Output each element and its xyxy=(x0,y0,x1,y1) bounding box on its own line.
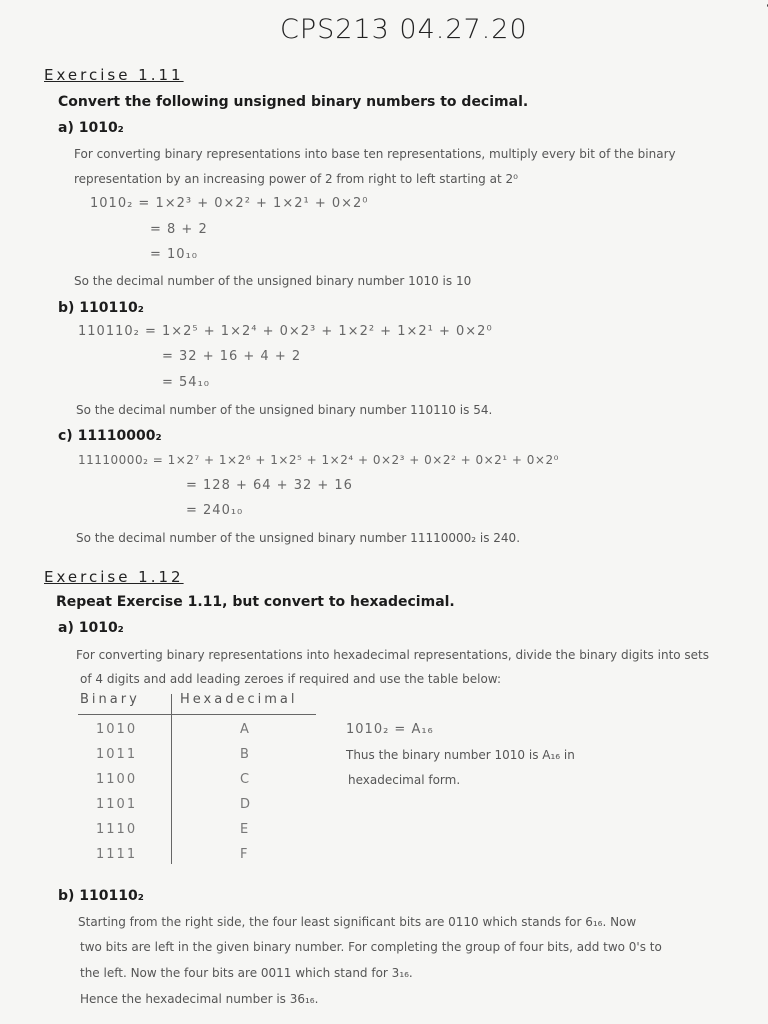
part-b-work-line2: = 32 + 16 + 4 + 2 xyxy=(162,349,302,364)
part-a-description-line1: For converting binary representations into base ten representations, multiply every bit of the binary xyxy=(74,147,676,161)
part-c-conclusion: So the decimal number of the unsigned binary number 11110000₂ is 240. xyxy=(76,531,521,545)
table-row-binary: 1100 xyxy=(96,772,138,787)
hex-part-b-label: b) 110110₂ xyxy=(58,888,144,904)
table-header-binary: Binary xyxy=(80,692,140,707)
table-row-binary: 1110 xyxy=(96,822,138,837)
exercise-1-11-prompt: Convert the following unsigned binary numbers to decimal. xyxy=(58,94,529,110)
part-a-work-line1: 1010₂ = 1×2³ + 0×2² + 1×2¹ + 0×2⁰ xyxy=(90,196,369,211)
hex-part-b-line4: Hence the hexadecimal number is 36₁₆. xyxy=(80,992,319,1006)
part-b-conclusion: So the decimal number of the unsigned binary number 110110 is 54. xyxy=(76,403,493,417)
table-header-hexadecimal: Hexadecimal xyxy=(180,692,298,707)
table-row-binary: 1101 xyxy=(96,797,138,812)
part-c-work-line2: = 128 + 64 + 32 + 16 xyxy=(186,478,353,493)
part-c-work-line3: = 240₁₀ xyxy=(186,503,244,518)
exercise-1-12-heading: Exercise 1.12 xyxy=(44,568,184,586)
hex-part-a-conclusion-line1: Thus the binary number 1010 is A₁₆ in xyxy=(346,748,575,762)
table-row-binary: 1111 xyxy=(96,847,138,862)
table-header-rule xyxy=(78,714,316,715)
page-title: CPS213 04.27.20 xyxy=(280,14,528,45)
table-row-hex: F xyxy=(240,847,250,862)
part-b-label: b) 110110₂ xyxy=(58,300,144,316)
part-b-work-line1: 110110₂ = 1×2⁵ + 1×2⁴ + 0×2³ + 1×2² + 1×2¹ + 0×2⁰ xyxy=(78,324,493,339)
hex-part-a-conclusion-line2: hexadecimal form. xyxy=(348,773,461,787)
table-row-binary: 1010 xyxy=(96,722,138,737)
part-a-work-line3: = 10₁₀ xyxy=(150,247,198,262)
part-a-description-line2: representation by an increasing power of 2 from right to left starting at 2⁰ xyxy=(74,172,518,186)
table-row-hex: C xyxy=(240,772,252,787)
part-a-label: a) 1010₂ xyxy=(58,120,124,136)
hex-part-b-line3: the left. Now the four bits are 0011 which stand for 3₁₆. xyxy=(80,966,413,980)
table-row-hex: E xyxy=(240,822,251,837)
hex-part-a-description-line1: For converting binary representations into hexadecimal representations, divide the binary digits into sets xyxy=(76,648,710,662)
table-row-hex: A xyxy=(240,722,251,737)
part-b-work-line3: = 54₁₀ xyxy=(162,375,210,390)
part-c-label: c) 11110000₂ xyxy=(58,428,162,444)
binary-hex-table xyxy=(78,692,328,872)
table-row-binary: 1011 xyxy=(96,747,138,762)
table-row-hex: B xyxy=(240,747,251,762)
hex-part-a-label: a) 1010₂ xyxy=(58,620,124,636)
hex-part-a-result: 1010₂ = A₁₆ xyxy=(346,722,434,737)
part-a-conclusion: So the decimal number of the unsigned binary number 1010 is 10 xyxy=(74,274,472,288)
hex-part-a-description-line2: of 4 digits and add leading zeroes if required and use the table below: xyxy=(80,672,502,686)
exercise-1-12-prompt: Repeat Exercise 1.11, but convert to hexadecimal. xyxy=(56,594,455,610)
table-row-hex: D xyxy=(240,797,253,812)
part-c-work-line1: 11110000₂ = 1×2⁷ + 1×2⁶ + 1×2⁵ + 1×2⁴ + 0×2³ + 0×2² + 0×2¹ + 0×2⁰ xyxy=(78,453,559,467)
table-column-rule xyxy=(171,694,172,864)
part-a-work-line2: = 8 + 2 xyxy=(150,222,208,237)
exercise-1-11-heading: Exercise 1.11 xyxy=(44,66,184,84)
hex-part-b-line1: Starting from the right side, the four least significant bits are 0110 which stands for 6₁₆. Now xyxy=(78,915,637,929)
hex-part-b-line2: two bits are left in the given binary number. For completing the group of four bits, add two 0's to xyxy=(80,940,662,954)
